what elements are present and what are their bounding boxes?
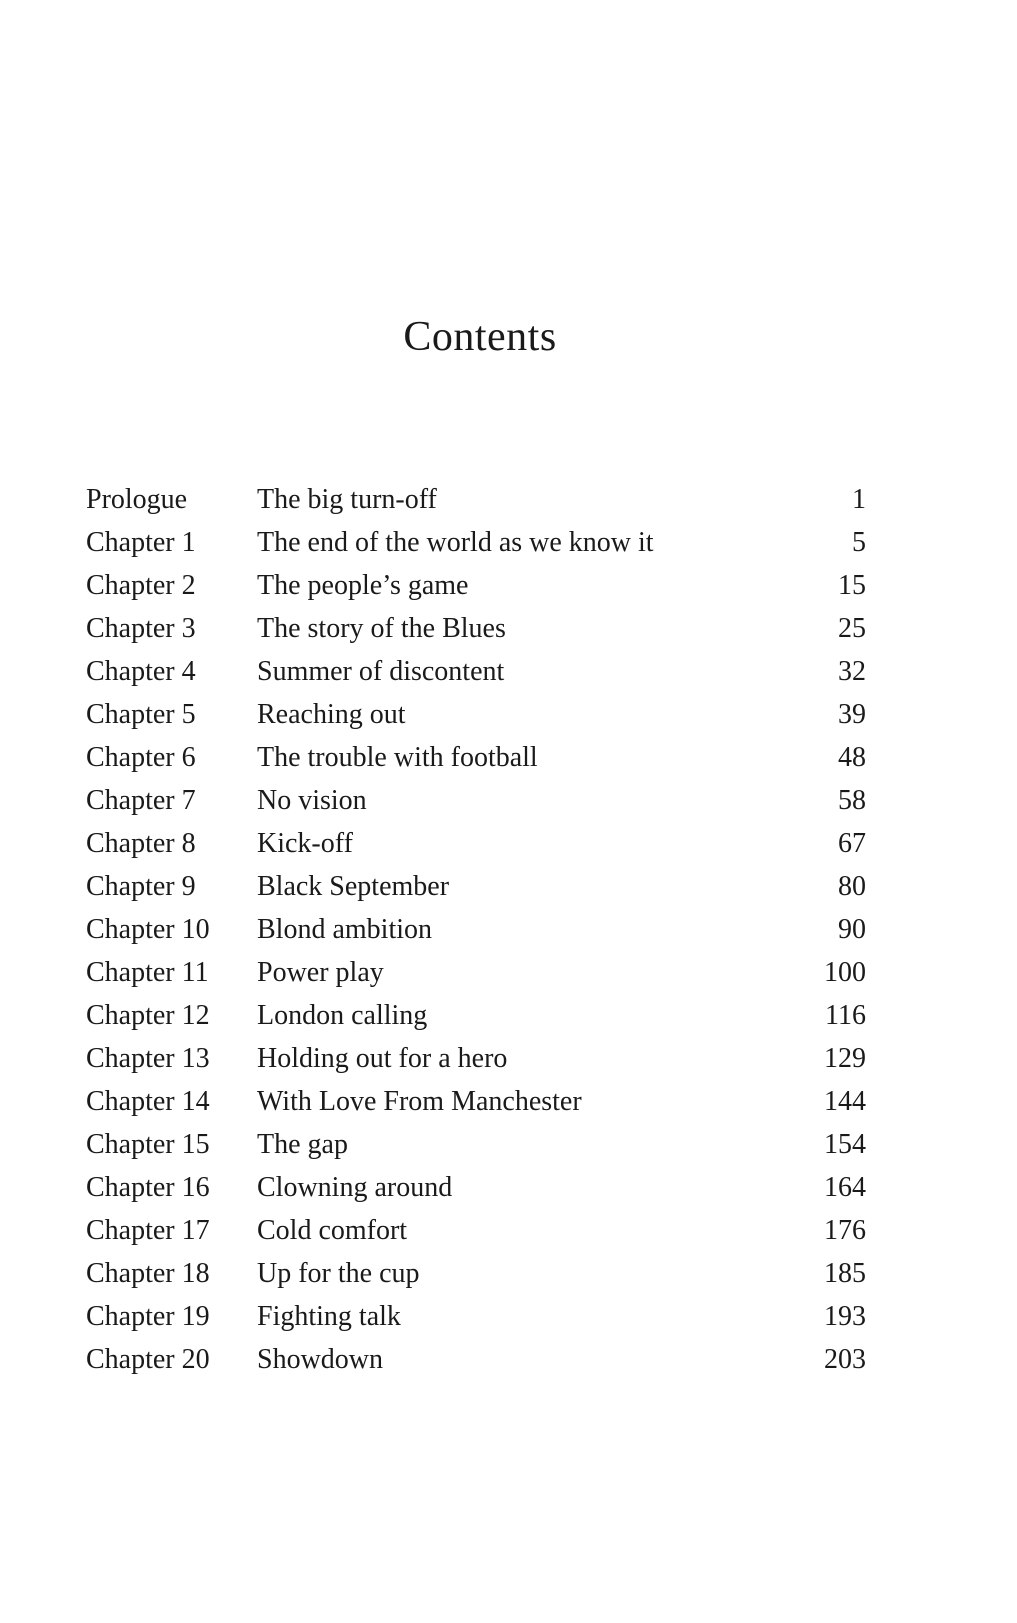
toc-entry-title: The big turn-off xyxy=(257,484,437,515)
toc-entry-page-number: 100 xyxy=(824,957,866,988)
toc-entry-title: London calling xyxy=(257,1000,428,1031)
toc-entry xyxy=(86,1123,866,1166)
toc-entry-label: Chapter 18 xyxy=(86,1258,210,1289)
toc-entry-page-number: 176 xyxy=(824,1215,866,1246)
toc-entry xyxy=(86,822,866,865)
toc-entry-label: Chapter 6 xyxy=(86,742,196,773)
toc-entry-page-number: 185 xyxy=(824,1258,866,1289)
toc-entry-page-number: 25 xyxy=(838,613,866,644)
toc-entry-page-number: 58 xyxy=(838,785,866,816)
toc-entry-label: Chapter 3 xyxy=(86,613,196,644)
toc-entry-title: The people’s game xyxy=(257,570,469,601)
toc-entry xyxy=(86,607,866,650)
toc-entry xyxy=(86,650,866,693)
toc-entry xyxy=(86,1209,866,1252)
toc-entry-page-number: 48 xyxy=(838,742,866,773)
toc-entry xyxy=(86,564,866,607)
toc-entry-page-number: 90 xyxy=(838,914,866,945)
toc-entry-title: Blond ambition xyxy=(257,914,432,945)
toc-entry-page-number: 80 xyxy=(838,871,866,902)
toc-entry-page-number: 67 xyxy=(838,828,866,859)
toc-entry-page-number: 164 xyxy=(824,1172,866,1203)
toc-entry-label: Chapter 15 xyxy=(86,1129,210,1160)
toc-entry xyxy=(86,1295,866,1338)
toc-entry xyxy=(86,1252,866,1295)
toc-entry xyxy=(86,478,866,521)
toc-entry-title: The gap xyxy=(257,1129,348,1160)
toc-entry xyxy=(86,693,866,736)
toc-entry-title: The end of the world as we know it xyxy=(257,527,654,558)
toc-entry-title: No vision xyxy=(257,785,367,816)
toc-entry-title: Fighting talk xyxy=(257,1301,401,1332)
page-title: Contents xyxy=(403,314,557,360)
toc-entry-title: Cold comfort xyxy=(257,1215,408,1246)
toc-entry-label: Chapter 1 xyxy=(86,527,196,558)
toc-entry-label: Chapter 11 xyxy=(86,957,209,988)
toc-entry-label: Chapter 5 xyxy=(86,699,196,730)
toc-entry-title: Holding out for a hero xyxy=(257,1043,508,1074)
toc-entry-title: Reaching out xyxy=(257,699,406,730)
toc-entry xyxy=(86,1037,866,1080)
toc-entry-label: Chapter 13 xyxy=(86,1043,210,1074)
toc-entry-page-number: 193 xyxy=(824,1301,866,1332)
toc-entry-label: Chapter 4 xyxy=(86,656,196,687)
toc-entry-title: Summer of discontent xyxy=(257,656,505,687)
toc-entry-title: Black September xyxy=(257,871,450,902)
toc-entry-page-number: 154 xyxy=(824,1129,866,1160)
toc-entry-page-number: 5 xyxy=(852,527,866,558)
table-of-contents xyxy=(86,478,866,1381)
toc-entry xyxy=(86,521,866,564)
toc-entry-label: Chapter 16 xyxy=(86,1172,210,1203)
toc-entry-title: Showdown xyxy=(257,1344,384,1375)
toc-entry-page-number: 1 xyxy=(852,484,866,515)
toc-entry xyxy=(86,1166,866,1209)
toc-entry-title: The story of the Blues xyxy=(257,613,506,644)
toc-entry-title: Kick-off xyxy=(257,828,353,859)
toc-entry-label: Chapter 2 xyxy=(86,570,196,601)
toc-entry xyxy=(86,994,866,1037)
toc-entry-label: Chapter 8 xyxy=(86,828,196,859)
toc-entry xyxy=(86,908,866,951)
toc-entry-page-number: 39 xyxy=(838,699,866,730)
toc-entry xyxy=(86,736,866,779)
toc-entry-page-number: 203 xyxy=(824,1344,866,1375)
toc-entry-label: Chapter 19 xyxy=(86,1301,210,1332)
toc-entry-title: With Love From Manchester xyxy=(257,1086,582,1117)
toc-entry-label: Chapter 7 xyxy=(86,785,196,816)
toc-entry-title: The trouble with football xyxy=(257,742,538,773)
toc-entry xyxy=(86,779,866,822)
toc-entry-title: Up for the cup xyxy=(257,1258,420,1289)
toc-entry-label: Prologue xyxy=(86,484,188,515)
toc-entry-label: Chapter 12 xyxy=(86,1000,210,1031)
toc-entry-label: Chapter 14 xyxy=(86,1086,210,1117)
toc-entry xyxy=(86,1080,866,1123)
toc-entry-title: Power play xyxy=(257,957,384,988)
toc-entry-page-number: 15 xyxy=(838,570,866,601)
toc-entry-label: Chapter 10 xyxy=(86,914,210,945)
toc-entry xyxy=(86,1338,866,1381)
toc-entry-title: Clowning around xyxy=(257,1172,453,1203)
toc-entry-label: Chapter 17 xyxy=(86,1215,210,1246)
toc-entry-label: Chapter 9 xyxy=(86,871,196,902)
toc-entry-page-number: 144 xyxy=(824,1086,866,1117)
toc-entry-page-number: 32 xyxy=(838,656,866,687)
toc-entry-page-number: 129 xyxy=(824,1043,866,1074)
toc-entry-label: Chapter 20 xyxy=(86,1344,210,1375)
toc-entry xyxy=(86,865,866,908)
toc-entry-page-number: 116 xyxy=(825,1000,866,1031)
toc-entry xyxy=(86,951,866,994)
